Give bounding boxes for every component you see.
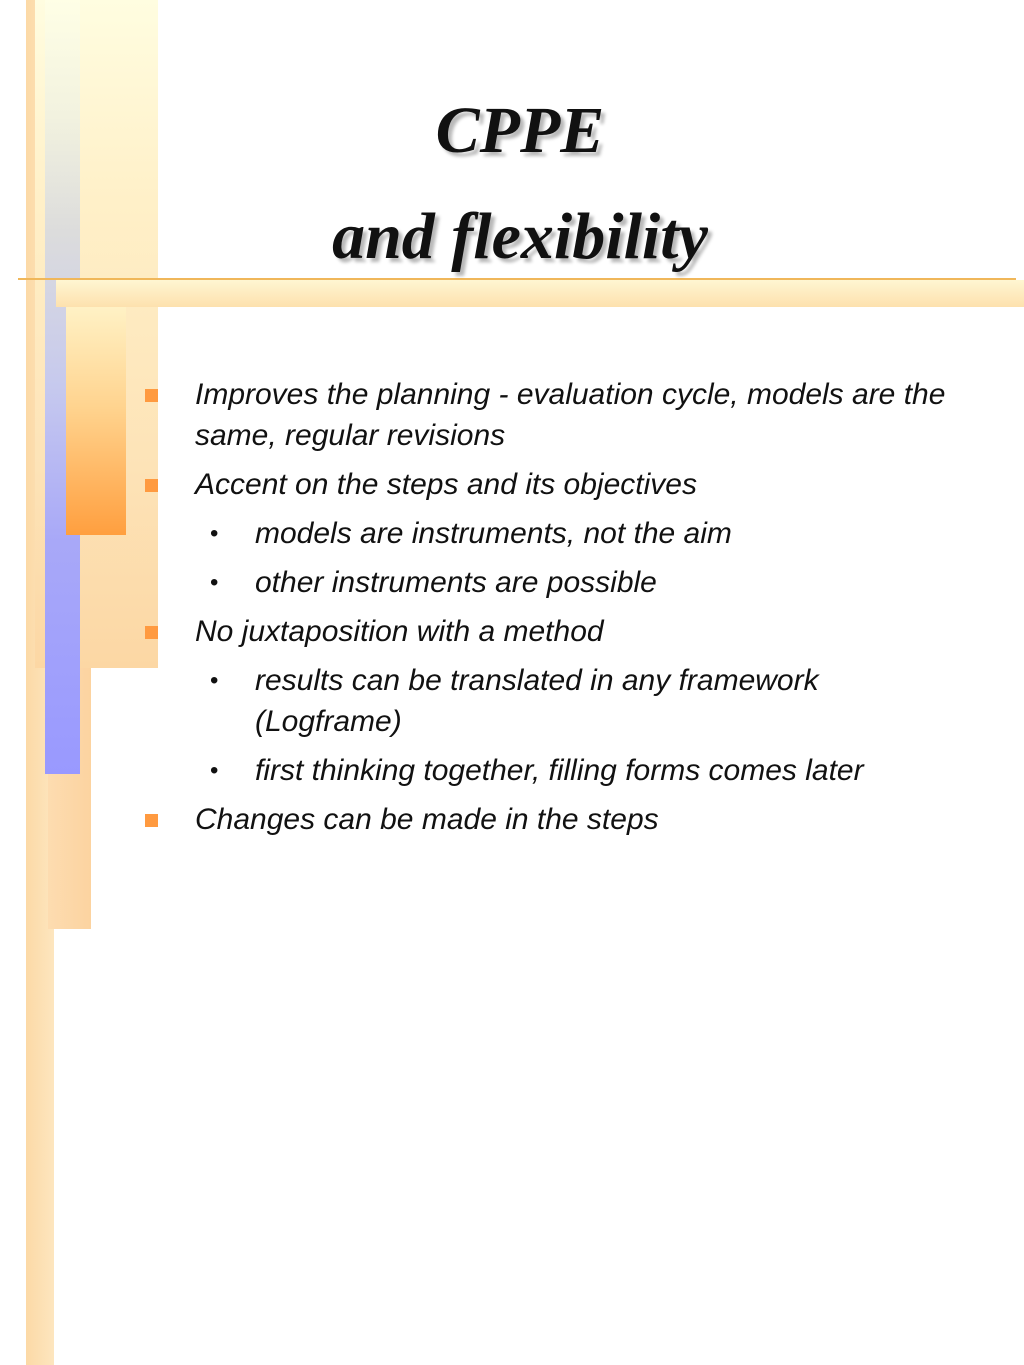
sub-bullet-item xyxy=(0,750,965,791)
bullet-list xyxy=(0,374,1024,848)
bullet-item xyxy=(0,799,955,840)
bullet-text: Accent on the steps and its objectives xyxy=(195,468,697,501)
dot-bullet-icon: • xyxy=(210,667,219,694)
sub-bullet-text: results can be translated in any framework (Logframe) xyxy=(255,664,819,738)
sub-bullet-text: first thinking together, filling forms comes later xyxy=(255,754,864,787)
dot-bullet-icon: • xyxy=(210,520,219,547)
square-bullet-icon xyxy=(145,814,158,827)
sub-bullet-item xyxy=(0,660,965,742)
slide-title-line-1: CPPE xyxy=(435,94,605,167)
sub-bullet-text: other instruments are possible xyxy=(255,566,657,599)
slide-title-line-2: and flexibility xyxy=(332,200,708,273)
bullet-item xyxy=(0,374,955,456)
sub-bullet-item xyxy=(0,513,965,554)
bullet-text: No juxtaposition with a method xyxy=(195,615,604,648)
bullet-text: Changes can be made in the steps xyxy=(195,803,659,836)
sub-bullet-text: models are instruments, not the aim xyxy=(255,517,732,550)
sub-bullet-item xyxy=(0,562,965,603)
slide-title xyxy=(160,78,880,290)
square-bullet-icon xyxy=(145,389,158,402)
square-bullet-icon xyxy=(145,479,158,492)
bullet-text: Improves the planning - evaluation cycle, models are the same, regular revisions xyxy=(195,378,946,452)
bullet-item xyxy=(0,464,955,505)
dot-bullet-icon: • xyxy=(210,569,219,596)
bullet-item xyxy=(0,611,955,652)
square-bullet-icon xyxy=(145,626,158,639)
dot-bullet-icon: • xyxy=(210,757,219,784)
